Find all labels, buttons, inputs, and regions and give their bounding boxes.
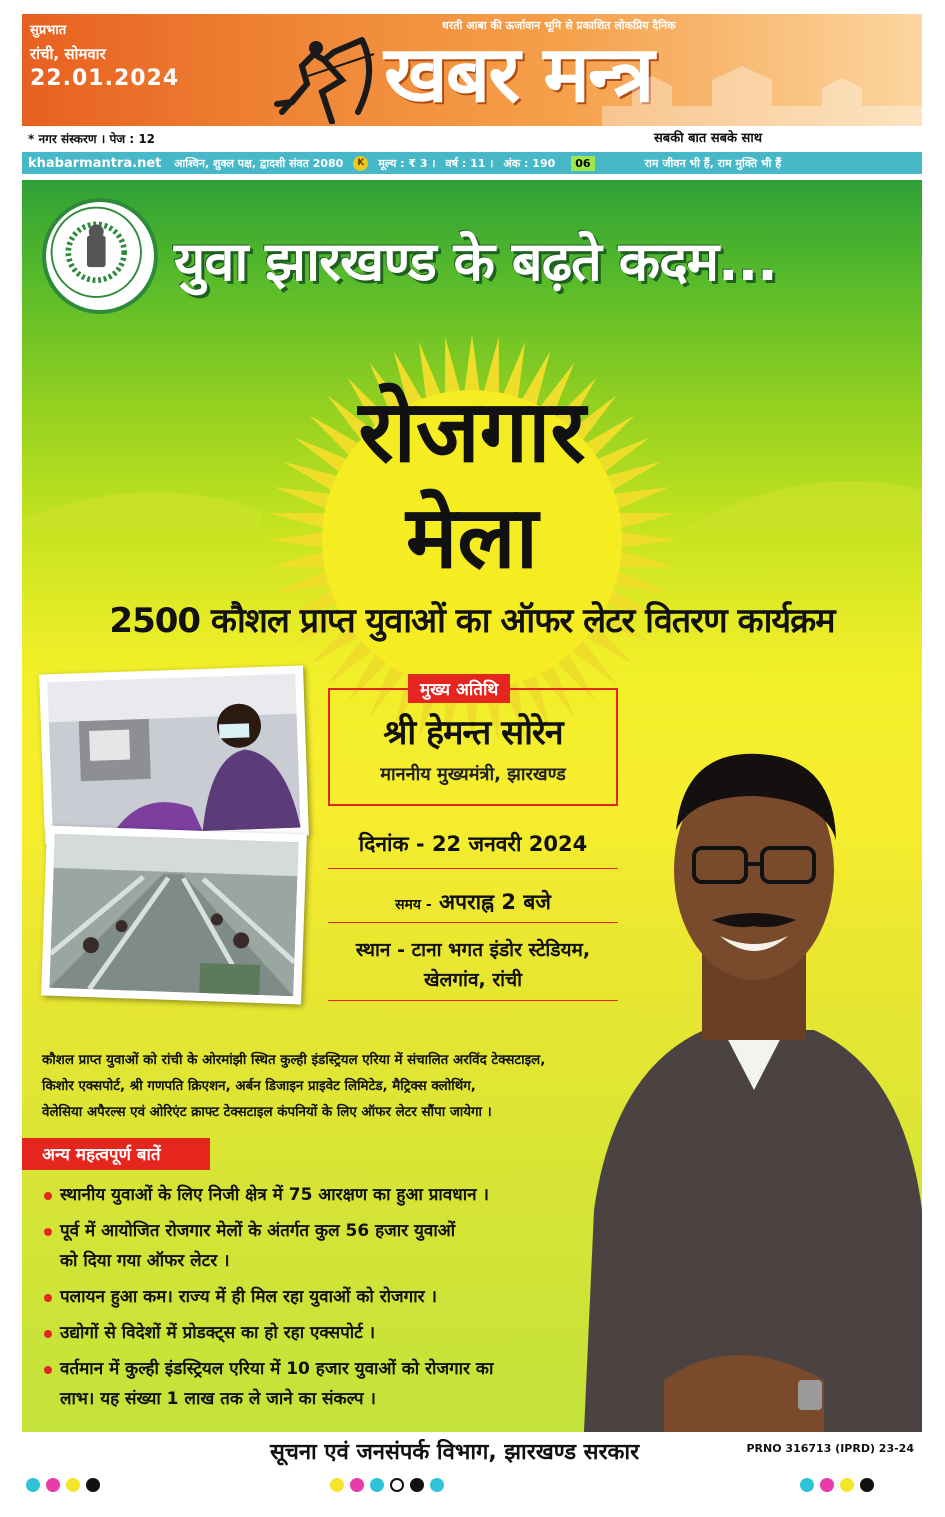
companies-paragraph (42, 1048, 602, 1126)
event-time-label: समय - (395, 897, 432, 913)
year-text: वर्ष : 11 । (445, 156, 494, 170)
samvat-text: आश्विन, शुक्ल पक्ष, द्वादशी संवत 2080 (174, 156, 344, 170)
event-time-value: अपराह्न 2 बजे (439, 890, 551, 914)
masthead-dateblock (30, 20, 179, 91)
issue-date: 22.01.2024 (30, 66, 180, 91)
list-item (42, 1180, 602, 1210)
department-name: सूचना एवं जनसंपर्क विभाग, झारखण्ड सरकार (270, 1440, 640, 1465)
masthead (22, 14, 922, 126)
list-item-line: को दिया गया ऑफर लेटर । (60, 1251, 230, 1271)
chief-guest-label: मुख्य अतिथि (408, 674, 510, 703)
event-subtitle: 2500 कौशल प्राप्त युवाओं का ऑफर लेटर वितरण कार्यक्रम (109, 601, 835, 641)
paragraph-line: कौशल प्राप्त युवाओं को रांची के ओरमांझी स्थित कुल्ही इंडस्ट्रियल एरिया में संचालित अरविंद टेक्सटाइल, (42, 1053, 546, 1068)
divider (328, 868, 618, 869)
issue-text: अंक : 190 (503, 156, 556, 170)
factory-floor-photo (41, 826, 307, 1005)
archer-silhouette-icon (262, 32, 382, 124)
list-item-line: पलायन हुआ कम। राज्य में ही मिल रहा युवाओं को रोजगार । (60, 1287, 437, 1307)
divider (328, 1000, 618, 1001)
temple-icon (602, 66, 922, 126)
chief-minister-portrait (584, 740, 922, 1432)
color-registration-marks-right-icon (800, 1478, 874, 1492)
event-date: दिनांक - 22 जनवरी 2024 (358, 832, 588, 856)
edition-page: * नगर संस्करण । पेज : 12 (28, 132, 156, 146)
textile-worker-photo (39, 665, 309, 844)
important-points-label: अन्य महत्वपूर्ण बातें (22, 1138, 210, 1170)
price-text: मूल्य : ₹ 3 । (378, 156, 436, 170)
color-registration-marks-center-icon (330, 1478, 444, 1492)
website-link[interactable]: khabarmantra.net (28, 155, 162, 171)
jharkhand-government-seal-icon (42, 198, 158, 314)
list-item (42, 1216, 602, 1276)
important-points-list (42, 1180, 602, 1420)
khabar-mantra-logo-icon: K (353, 156, 368, 171)
divider (328, 922, 618, 923)
list-item (42, 1282, 602, 1312)
chief-guest-name: श्री हेमन्त सोरेन (383, 713, 563, 753)
chief-guest-designation: माननीय मुख्यमंत्री, झारखण्ड (380, 764, 566, 785)
paragraph-line: वेलेसिया अपैरल्स एवं ओरिएंट क्राफ्ट टेक्सटाइल कंपनियों के लिए ऑफर लेटर सौंपा जायेगा । (42, 1105, 492, 1120)
ad-headline: युवा झारखण्ड के बढ़ते कदम... (174, 230, 777, 293)
newspaper-title: खबर मन्त्र (384, 29, 653, 120)
ad-footer (22, 1432, 922, 1472)
city-day: रांची, सोमवार (30, 45, 106, 63)
list-item-line: लाभ। यह संख्या 1 लाख तक ले जाने का संकल्प । (60, 1389, 376, 1409)
event-venue-line2: खेलगांव, रांची (423, 969, 523, 991)
mela-title: मेला (405, 488, 538, 588)
list-item-line: पूर्व में आयोजित रोजगार मेलों के अंतर्गत कुल 56 हजार युवाओं (60, 1221, 456, 1241)
list-item-line: उद्योगों से विदेशों में प्रोडक्ट्स का हो रहा एक्सपोर्ट । (60, 1323, 376, 1343)
pr-number: PRNO 316713 (IPRD) 23-24 (746, 1442, 914, 1455)
page-number: 06 (571, 156, 594, 171)
masthead-motto: सबकी बात सबके साथ (654, 131, 762, 146)
list-item (42, 1318, 602, 1348)
list-item-line: स्थानीय युवाओं के लिए निजी क्षेत्र में 75 आरक्षण का हुआ प्रावधान । (60, 1185, 489, 1205)
color-registration-marks-left-icon (26, 1478, 100, 1492)
masthead-tagline: धरती आबा की ऊर्जावान भूमि से प्रकाशित लोकप्रिय दैनिक (442, 19, 676, 32)
info-bar (22, 152, 922, 174)
event-venue-line1: स्थान - टाना भगत इंडोर स्टेडियम, (355, 939, 591, 961)
rozgar-title: रोजगार (358, 382, 586, 482)
quote-text: राम जीवन भी हैं, राम मुक्ति भी हैं (644, 156, 782, 170)
list-item (42, 1354, 602, 1414)
masthead-subrow (22, 128, 922, 148)
event-time (328, 888, 618, 916)
paragraph-line: किशोर एक्सपोर्ट, श्री गणपति क्रिएशन, अर्बन डिजाइन प्राइवेट लिमिटेड, मैट्रिक्स क्लोथिंग, (42, 1079, 476, 1094)
rozgar-mela-advertisement (22, 180, 922, 1432)
edition-tag: सुप्रभात (30, 23, 67, 38)
list-item-line: वर्तमान में कुल्ही इंडस्ट्रियल एरिया में 10 हजार युवाओं को रोजगार का (60, 1359, 494, 1379)
